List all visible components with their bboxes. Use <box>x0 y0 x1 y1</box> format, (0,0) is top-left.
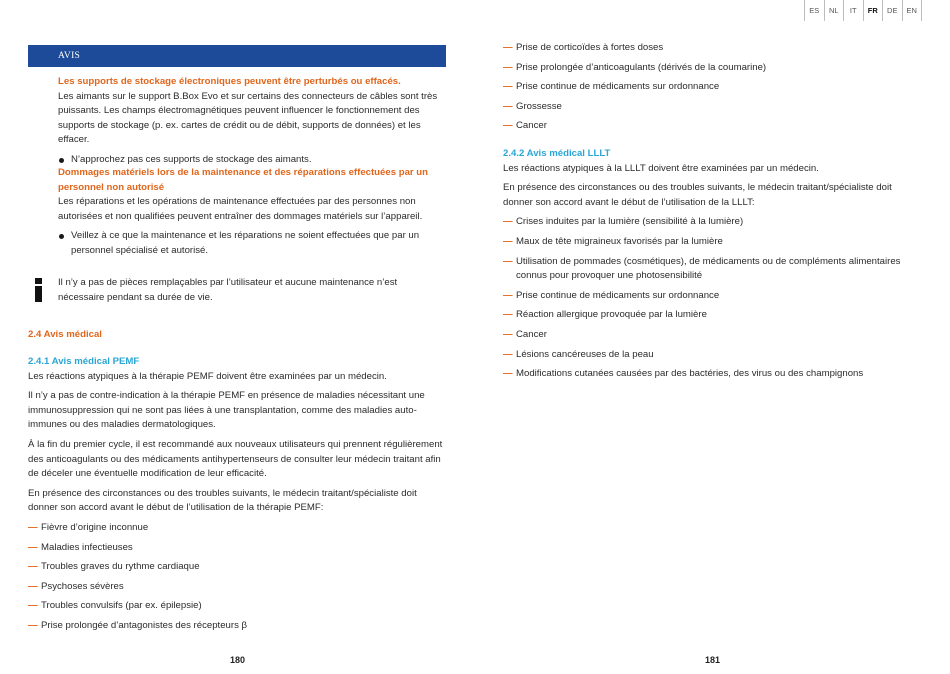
storage-warning-bullet-text: N’approchez pas ces supports de stockage des aimants. <box>71 153 312 165</box>
lllt-title: 2.4.2 Avis médical LLLT <box>503 148 611 159</box>
page-number-right: 181 <box>705 655 721 665</box>
list-item: — Maux de tête migraineux favorisés par la lumière <box>503 235 723 247</box>
list-item: — Utilisation de pommades (cosmétiques), de médicaments ou de compléments alimentaires connus pour provoquer une photosensibilité <box>503 255 901 282</box>
pemf-contraindication-list-continued <box>503 41 923 139</box>
pemf-paragraph-4: En présence des circonstances ou des troubles suivants, le médecin traitant/spécialiste doit donner son accord avant le début de l’utilisation de la thérapie PEMF: <box>28 487 417 514</box>
damage-warning-text: Les réparations et les opérations de maintenance effectuées par des personnes non autorisées et non qualifiées peuvent entraîner des dommages matériels sur l’appareil. <box>58 196 423 222</box>
page-number-left: 180 <box>230 655 246 665</box>
list-item: — Réaction allergique provoquée par la lumière <box>503 309 707 321</box>
storage-warning <box>28 75 446 168</box>
lang-nl[interactable]: NL <box>825 0 845 21</box>
list-item: — Crises induites par la lumière (sensibilité à la lumière) <box>503 216 744 228</box>
pemf-paragraph-1: Les réactions atypiques à la thérapie PEMF doivent être examinées par un médecin. <box>28 370 387 382</box>
bullet-dot <box>59 158 64 163</box>
lang-de[interactable]: DE <box>883 0 903 21</box>
list-item: — Modifications cutanées causées par des bactéries, des virus ou des champignons <box>503 368 864 380</box>
lllt-section <box>503 147 923 387</box>
pemf-paragraph-2: Il n’y a pas de contre-indication à la thérapie PEMF en présence de maladies nécessitant une immunosuppression qui ne sont pas liées à une transplantation, comme des maladies auto-immunes ou des maladies dermatologiques. <box>28 390 425 431</box>
list-item: — Lésions cancéreuses de la peau <box>503 348 654 360</box>
storage-warning-text: Les aimants sur le support B.Box Evo et sur certains des connecteurs de câbles sont très puissants. Les champs électromagnétiques peuvent influencer le fonctionnement des supports de stockage (p. ex. cartes de crédit ou de débit, supports de données) et les effacer. <box>58 90 438 146</box>
lllt-paragraph-1: Les réactions atypiques à la LLLT doivent être examinées par un médecin. <box>503 162 819 174</box>
lang-it[interactable]: IT <box>844 0 864 21</box>
pemf-section <box>28 355 446 639</box>
pemf-paragraph-3: À la fin du premier cycle, il est recommandé aux nouveaux utilisateurs qui prennent régulièrement des anticoagulants ou des médicaments antihypertenseurs de consulter leur médecin traitant afin de déceler une éventuelle modification de leur efficacité. <box>28 438 443 480</box>
list-item: — Prise de corticoïdes à fortes doses <box>503 42 664 53</box>
section-title-medical: 2.4 Avis médical <box>28 329 102 340</box>
list-item: — Fièvre d’origine inconnue <box>28 521 149 533</box>
list-item: — Grossesse <box>503 100 562 112</box>
pemf-contraindication-list <box>28 521 446 634</box>
list-item: — Prise prolongée d’anticoagulants (dérivés de la coumarine) <box>503 61 767 73</box>
list-item: — Prise prolongée d’antagonistes des récepteurs β <box>28 619 248 631</box>
list-item: — Psychoses sévères <box>28 580 124 592</box>
damage-warning-bullet <box>58 229 446 258</box>
avis-banner: AVIS <box>28 45 446 67</box>
lang-en[interactable]: EN <box>903 0 923 21</box>
list-item: — Cancer <box>503 120 547 132</box>
list-item: — Troubles graves du rythme cardiaque <box>28 561 200 573</box>
damage-warning-title: Dommages matériels lors de la maintenance et des réparations effectuées par un personnel non autorisé <box>58 167 429 193</box>
damage-warning-bullet-text: Veillez à ce que la maintenance et les réparations ne soient effectuées que par un personnel spécialisé et autorisé. <box>71 230 420 256</box>
bullet-dot <box>59 234 64 239</box>
list-item: — Maladies infectieuses <box>28 541 133 553</box>
lang-fr[interactable]: FR <box>864 0 884 21</box>
list-item: — Prise continue de médicaments sur ordonnance <box>503 289 720 301</box>
lang-es[interactable]: ES <box>805 0 825 21</box>
info-note: Il n’y a pas de pièces remplaçables par l’utilisateur et aucune maintenance n’est nécessaire pendant sa durée de vie. <box>58 277 398 303</box>
info-icon <box>35 278 43 302</box>
language-selector <box>804 0 922 21</box>
list-item: — Cancer <box>503 328 547 340</box>
list-item: — Troubles convulsifs (par ex. épilepsie) <box>28 600 202 612</box>
list-item: — Prise continue de médicaments sur ordonnance <box>503 81 720 93</box>
pemf-title: 2.4.1 Avis médical PEMF <box>28 356 140 367</box>
lllt-paragraph-2: En présence des circonstances ou des troubles suivants, le médecin traitant/spécialiste doit donner son accord avant le début de l’utilisation de la LLLT: <box>503 182 892 208</box>
lllt-contraindication-list <box>503 215 923 381</box>
damage-warning <box>28 166 446 259</box>
storage-warning-title: Les supports de stockage électroniques peuvent être perturbés ou effacés. <box>58 76 401 87</box>
